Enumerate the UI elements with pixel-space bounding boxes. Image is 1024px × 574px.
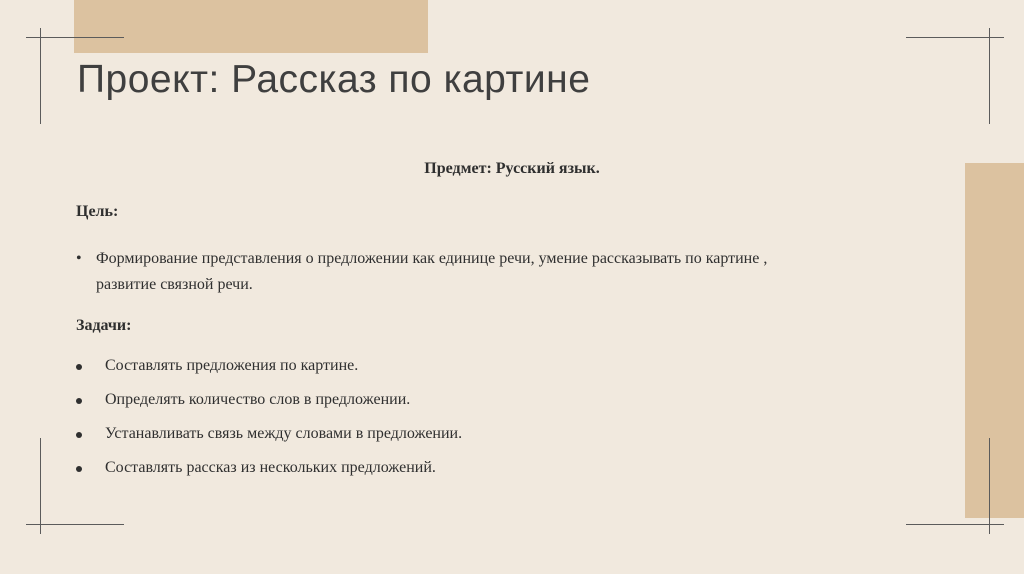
right-accent-block — [965, 163, 1024, 518]
bullet-dot — [76, 466, 82, 472]
bullet-dot — [76, 398, 82, 404]
goal-text-line-1: Формирование представления о предложении как единице речи, умение рассказывать по картине , — [96, 250, 768, 267]
corner-line-bottom-right-vertical — [989, 438, 990, 534]
goal-item — [76, 246, 946, 298]
corner-line-bottom-left-vertical — [40, 438, 41, 534]
tasks-label: Задачи: — [76, 317, 132, 334]
corner-line-top-left-vertical — [40, 28, 41, 124]
slide-title: Проект: Рассказ по картине — [77, 58, 591, 101]
task-text: Определять количество слов в предложении. — [105, 391, 411, 408]
subject-line: Предмет: Русский язык. — [424, 160, 600, 177]
task-text: Составлять рассказ из нескольких предложений. — [105, 459, 436, 476]
bullet-dot — [76, 432, 82, 438]
goal-bullet: • — [76, 250, 82, 267]
top-accent-block — [74, 0, 428, 53]
task-text: Устанавливать связь между словами в предложении. — [105, 425, 463, 442]
task-text: Составлять предложения по картине. — [105, 357, 359, 374]
goal-text-line-2: развитие связной речи. — [96, 276, 253, 293]
corner-line-top-right-vertical — [989, 28, 990, 124]
goal-label: Цель: — [76, 203, 119, 220]
bullet-dot — [76, 364, 82, 370]
